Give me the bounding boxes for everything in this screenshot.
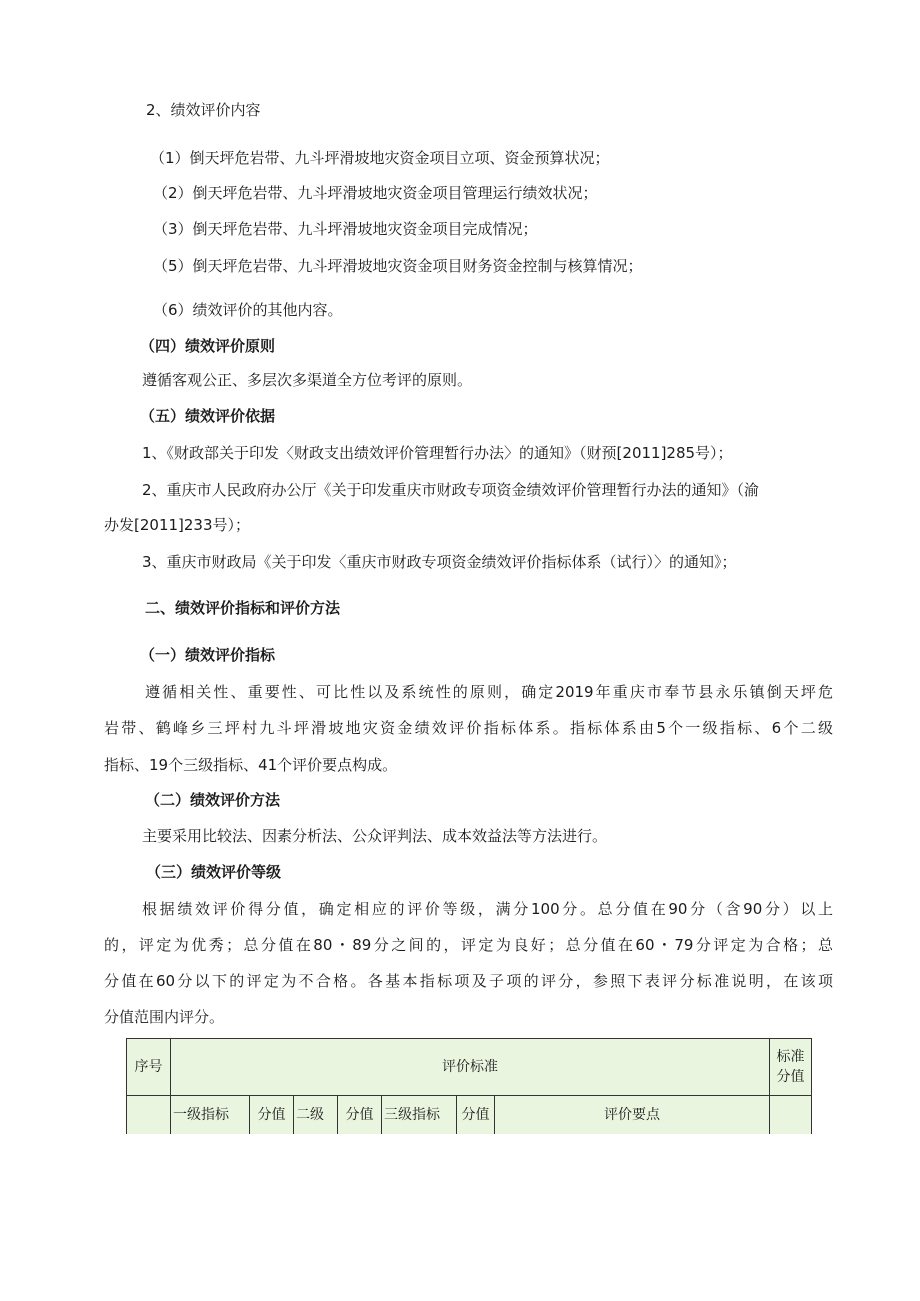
section-2-heading: 2、绩效评价内容 <box>146 101 261 119</box>
content-item-2: （2）倒天坪危岩带、九斗坪滑坡地灾资金项目管理运行绩效状况； <box>153 184 598 202</box>
subheader-score-blank <box>770 1096 812 1135</box>
header-seq: 序号 <box>127 1039 171 1096</box>
content-item-1: （1）倒天坪危岩带、九斗坪滑坡地灾资金项目立项、资金预算状况； <box>150 149 610 167</box>
grade-text-line-3: 分值在60分以下的评定为不合格。各基本指标项及子项的评分，参照下表评分标准说明，在该项 <box>104 972 833 990</box>
indicator-text-line-2: 岩带、鹤峰乡三坪村九斗坪滑坡地灾资金绩效评价指标体系。指标体系由5个一级指标、6个二级 <box>104 719 833 737</box>
method-heading: （二）绩效评价方法 <box>145 791 281 809</box>
grade-text-line-4: 分值范围内评分。 <box>104 1008 225 1026</box>
subheader-level-3: 三级指标 <box>382 1096 457 1135</box>
subheader-score-3: 分值 <box>457 1096 495 1135</box>
basis-item-2: 2、重庆市人民政府办公厅《关于印发重庆市财政专项资金绩效评价管理暂行办法的通知》（渝 <box>142 481 760 499</box>
grade-heading: （三）绩效评价等级 <box>146 863 282 881</box>
subheader-seq-blank <box>127 1096 171 1135</box>
subheader-score-1: 分值 <box>250 1096 294 1135</box>
indicator-text-line-1: 遵循相关性、重要性、可比性以及系统性的原则，确定2019年重庆市奉节县永乐镇倒天坪危 <box>145 683 833 701</box>
content-item-6: （6）绩效评价的其他内容。 <box>153 301 343 319</box>
indicator-heading: （一）绩效评价指标 <box>140 646 276 664</box>
subheader-score-2: 分值 <box>338 1096 382 1135</box>
basis-item-2-cont: 办发[2011]233号）； <box>104 516 251 534</box>
scoring-standard-table <box>126 1038 812 1134</box>
basis-item-3: 3、重庆市财政局《关于印发〈重庆市财政专项资金绩效评价指标体系（试行）〉的通知》； <box>142 553 737 571</box>
content-item-5: （5）倒天坪危岩带、九斗坪滑坡地灾资金项目财务资金控制与核算情况； <box>153 257 643 275</box>
basis-item-1: 1、《财政部关于印发〈财政支出绩效评价管理暂行办法〉的通知》（财预[2011]285号）； <box>142 444 733 462</box>
indicator-text-line-3: 指标、19个三级指标、41个评价要点构成。 <box>104 756 398 774</box>
table-header-row <box>127 1039 812 1096</box>
basis-heading: （五）绩效评价依据 <box>140 407 276 425</box>
header-standard: 评价标准 <box>171 1039 770 1096</box>
principle-heading: （四）绩效评价原则 <box>140 337 276 355</box>
content-item-3: （3）倒天坪危岩带、九斗坪滑坡地灾资金项目完成情况； <box>153 220 538 238</box>
subheader-points: 评价要点 <box>495 1096 770 1135</box>
part-2-heading: 二、绩效评价指标和评价方法 <box>145 599 341 617</box>
subheader-level-2: 二级 <box>294 1096 338 1135</box>
subheader-level-1: 一级指标 <box>171 1096 250 1135</box>
grade-text-line-2: 的，评定为优秀；总分值在80・89分之间的，评定为良好；总分值在60・79分评定为合格；总 <box>104 936 833 954</box>
header-score-line-2: 分值 <box>776 1069 805 1085</box>
header-score-line-1: 标准 <box>776 1049 805 1065</box>
header-score <box>770 1039 812 1096</box>
method-text: 主要采用比较法、因素分析法、公众评判法、成本效益法等方法进行。 <box>142 827 608 845</box>
grade-text-line-1: 根据绩效评价得分值，确定相应的评价等级，满分100分。总分值在90分（含90分）以上 <box>142 900 833 918</box>
principle-text: 遵循客观公正、多层次多渠道全方位考评的原则。 <box>142 371 473 389</box>
table-subheader-row <box>127 1096 812 1135</box>
